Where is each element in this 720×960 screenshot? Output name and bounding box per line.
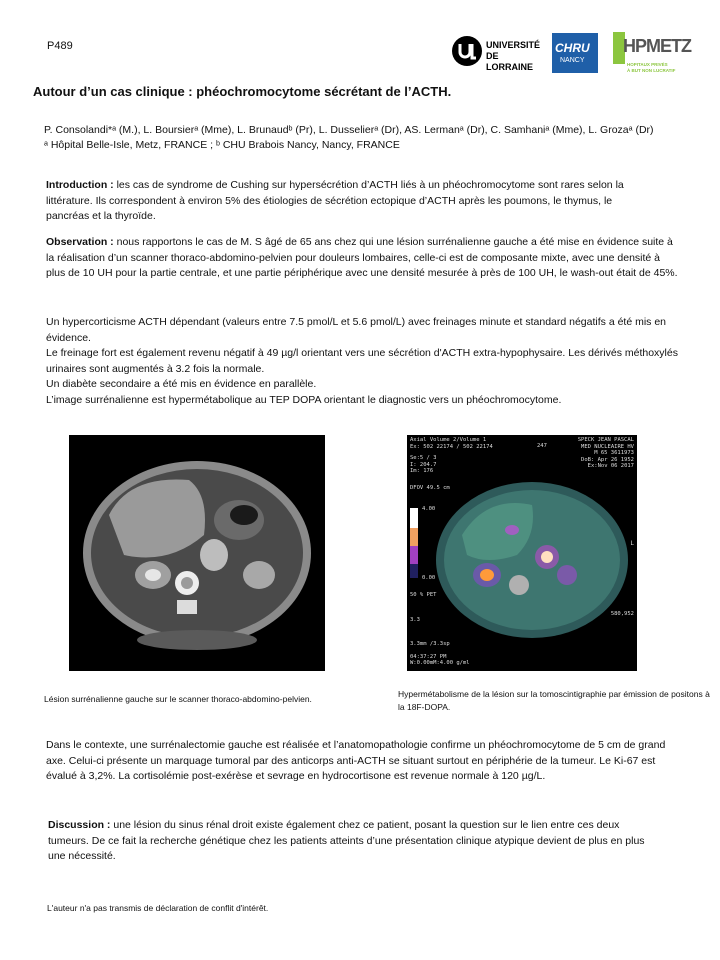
ct-scan-image [69,435,325,671]
obs-paragraph-2: Un hypercorticisme ACTH dépendant (valeurs entre 7.5 pmol/L et 5.6 pmol/L) avec freinages minute et standard négatifs a été mis en évidence. [46,316,667,344]
pet-caption: Hypermétabolisme de la lésion sur la tomoscintigraphie par émission de positons à la 18F-DOPA. [398,689,710,712]
pet-id: M 65 3611973 [594,450,634,456]
hpm-text: HPMETZ [623,36,691,56]
discussion-label: Discussion : [48,819,111,831]
result-paragraph: Dans le contexte, une surrénalectomie gauche est réalisée et l’anatomopathologie confirme un phéochromocytome de 5 cm de grand axe. Celui-ci présente un marquage tumoral par des anticorps anti-ACTH se situant surtout en périphérie de la tumeur. Le Ki-67 est évalué à 3,2%. La cortisolémie post-exérèse et sevrage en hydrocortisone est revenue normale à 120 µg/L. [46,739,666,782]
pet-line1: Axial Volume 2/Volume 1 [410,437,487,443]
hpmetz-logo [613,30,691,80]
ul-line2: DE LORRAINE [486,51,533,72]
pet-exam: Ex:Nov 06 2017 [587,463,634,469]
observation-details [46,315,680,408]
authors-block [44,123,704,153]
pet-percent-label: 50 % PET [410,592,437,598]
pet-corner: 580,952 [610,611,634,617]
pet-service: MED NUCLEAIRE HV [581,443,634,450]
discussion-text: une lésion du sinus rénal droit existe également chez ce patient, posant la question sur le lien entre ces deux tumeurs. De ce fait la recherche génétique chez les patients atteints d’une présentation clinique atypique devient de plus en plus une nécessité. [48,819,645,862]
ct-caption: Lésion surrénalienne gauche sur le scanner thoraco-abdomino-pelvien. [44,694,312,704]
obs-paragraph-4: Un diabète secondaire a été mis en évidence en parallèle. [46,378,317,390]
introduction-paragraph [46,178,656,225]
hpm-sub1: HOPITAUX PRIVÉS [627,62,668,67]
pet-line4: I: 204.7 [410,461,437,468]
pet-window: W:0.00mM:4.00 g/ml [410,660,470,666]
affiliations-line: ᵃ Hôpital Belle-Isle, Metz, FRANCE ; ᵇ CHU Brabois Nancy, Nancy, FRANCE [44,139,400,151]
pet-patient: SPECK JEAN PASCAL [577,437,634,443]
pet-value: 3.3 [410,617,420,623]
universite-lorraine-logo [452,36,544,72]
hpm-sub2: À BUT NON LUCRATIF [627,68,676,73]
pet-dob: DoB: Apr 26 1952 [581,456,634,463]
ul-line1: UNIVERSITÉ [486,40,541,50]
page-title: Autour d’un cas clinique : phéochromocytome sécrétant de l’ACTH. [33,84,452,99]
obs-paragraph-3: Le freinage fort est également revenu négatif à 49 µg/l orientant vers une sécrétion d'ACTH extra-hypophysaire. Les dérivés méthoxylés urinaires sont augmentés à 3.2 fois la normale. [46,347,678,375]
introduction-text: les cas de syndrome de Cushing sur hypersécrétion d’ACTH liés à un phéochromocytome sont rares selon la littérature. Ils correspondent à environ 5% des étiologies de sécrétion ectopique d’ACTH après les poumons, le thymus, le pancréas et la thyroïde. [46,179,624,222]
pet-scan-image [407,435,637,671]
pet-time: 04:37:27 PM [410,653,447,660]
chru-nancy-logo [552,33,598,73]
observation-text: nous rapportons le cas de M. S âgé de 65 ans chez qui une lésion surrénalienne gauche a été mise en évidence suite à la réalisation d’un scanner thoraco-abdomino-pelvien pour douleurs lombaires, celle-ci est de composante mixte, avec une densité à plus de 10 UH pour la partie centrale, et une partie périphérique avec une densité mesurée à près de 100 UH, le wash-out était de 45%. [46,236,678,279]
introduction-label: Introduction : [46,179,114,191]
observation-paragraph [46,235,680,282]
poster-id: P489 [47,40,73,52]
pet-side: L [630,540,634,547]
observation-label: Observation : [46,236,114,248]
ul-mark-icon [452,36,482,66]
conflict-disclosure: L'auteur n'a pas transmis de déclaration de conflit d'intérêt. [47,903,269,913]
pet-num: 247 [537,443,547,449]
hpm-sub [627,62,675,74]
authors-line: P. Consolandi*ᵃ (M.), L. Boursierᵃ (Mme), L. Brunaudᵇ (Pr), L. Dusselierᵃ (Dr), AS. Lermanᵃ (Dr), C. Samhaniᵃ (Mme), L. Grozaᵃ (Dr) [44,124,654,136]
pet-line2: Ex: 502 22174 / 502 22174 [410,443,493,450]
discussion-paragraph [48,818,648,865]
chru-text: CHRU [555,41,590,55]
pet-line3: Se:5 / 3 [410,455,437,461]
chru-sub: NANCY [560,57,585,64]
pet-scale-min: 0.00 [422,575,436,581]
obs-paragraph-5: L’image surrénalienne est hypermétabolique au TEP DOPA orientant le diagnostic vers un phéochromocytome. [46,393,562,406]
pet-line5: Im: 176 [410,468,434,474]
pet-scale-max: 4.00 [422,506,436,512]
pet-dfov: DFOV 49.5 cm [410,484,450,491]
pet-thickness: 3.3mm /3.3sp [410,641,450,647]
